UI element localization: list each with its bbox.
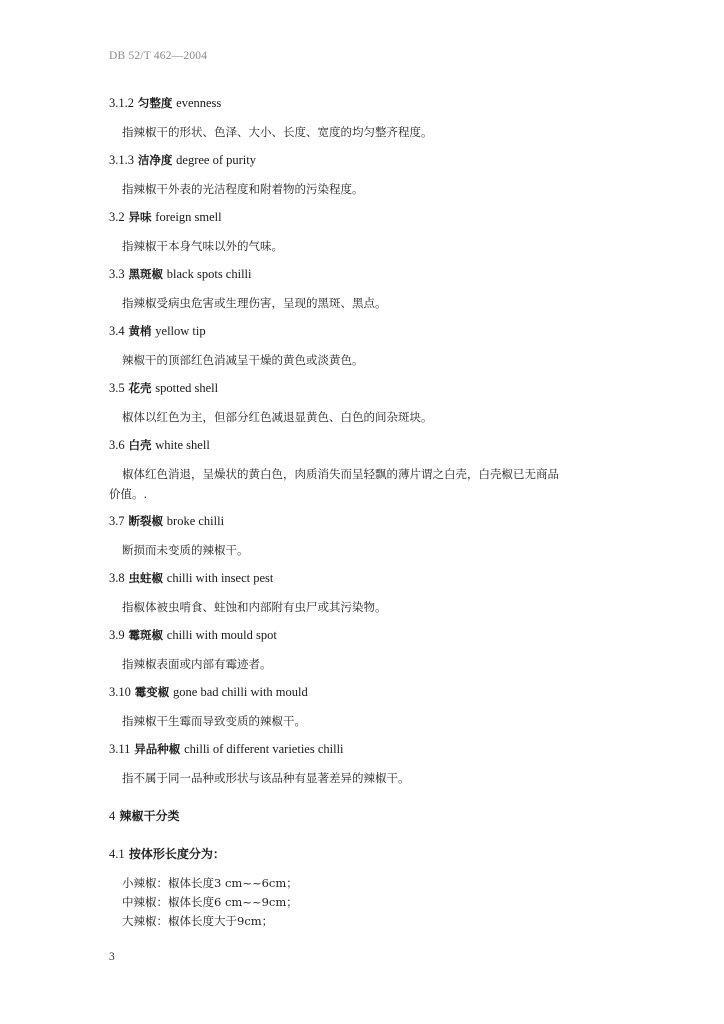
- term-number: 3.10: [109, 685, 131, 699]
- term-definition: 指辣椒受病虫危害或生理伤害，呈现的黑斑、黑点。: [122, 296, 387, 310]
- term-heading: [109, 210, 222, 225]
- term-chinese: 霉变椒: [134, 685, 170, 699]
- list-item: 大辣椒：椒体长度大于9cm；: [122, 914, 274, 928]
- term-english: evenness: [176, 96, 222, 110]
- term-definition: 指辣椒表面或内部有霉迹者。: [122, 657, 272, 671]
- subsection-heading: [109, 847, 225, 862]
- term-chinese: 洁净度: [137, 153, 173, 167]
- term-definition: 指不属于同一品种或形状与该品种有显著差异的辣椒干。: [122, 771, 410, 785]
- term-english: black spots chilli: [166, 267, 252, 281]
- term-chinese: 黄梢: [128, 324, 152, 338]
- term-english: white shell: [155, 438, 210, 452]
- term-english: chilli with mould spot: [166, 628, 277, 642]
- term-number: 3.11: [109, 742, 131, 756]
- term-definition: 指椒体被虫啃食、蛀蚀和内部附有虫尸或其污染物。: [122, 600, 387, 614]
- term-chinese: 白壳: [128, 438, 152, 452]
- list-item: 小辣椒：椒体长度3 cm~~6cm；: [122, 876, 298, 890]
- term-chinese: 匀整度: [137, 96, 173, 110]
- term-heading: [109, 438, 210, 453]
- page-number: 3: [109, 951, 115, 963]
- term-number: 3.8: [109, 571, 125, 585]
- subsection-number: 4.1: [109, 847, 125, 861]
- term-chinese: 虫蛀椒: [128, 571, 163, 585]
- term-number: 3.2: [109, 210, 125, 224]
- term-number: 3.5: [109, 381, 125, 395]
- term-heading: [109, 742, 344, 757]
- section-title: 辣椒干分类: [119, 809, 180, 823]
- term-number: 3.3: [109, 267, 125, 281]
- term-definition: 指辣椒干外表的光洁程度和附着物的污染程度。: [122, 182, 364, 196]
- term-heading: [109, 571, 273, 586]
- term-chinese: 霉斑椒: [128, 628, 163, 642]
- term-heading: [109, 153, 256, 168]
- term-number: 3.4: [109, 324, 125, 338]
- term-english: foreign smell: [155, 210, 222, 224]
- term-chinese: 异味: [128, 210, 152, 224]
- standard-code-header: DB 52/T 462—2004: [109, 50, 208, 62]
- term-heading: [109, 324, 206, 339]
- term-chinese: 异品种椒: [134, 742, 181, 756]
- term-heading: [109, 628, 277, 643]
- term-english: yellow tip: [155, 324, 206, 338]
- term-definition-continued: 价值。.: [109, 487, 148, 501]
- section-number: 4: [109, 809, 116, 823]
- term-chinese: 花壳: [128, 381, 152, 395]
- list-item: 中辣椒：椒体长度6 cm~~9cm；: [122, 895, 298, 909]
- term-definition: 断损而未变质的辣椒干。: [122, 543, 249, 557]
- term-heading: [109, 685, 308, 700]
- term-number: 3.1.3: [109, 153, 134, 167]
- subsection-title: 按体形长度分为：: [128, 847, 225, 861]
- section-heading: [109, 809, 179, 824]
- term-number: 3.9: [109, 628, 125, 642]
- term-number: 3.7: [109, 514, 125, 528]
- term-english: broke chilli: [166, 514, 225, 528]
- term-definition: 指辣椒干生霉而导致变质的辣椒干。: [122, 714, 306, 728]
- term-english: spotted shell: [155, 381, 219, 395]
- term-heading: [109, 267, 252, 282]
- term-number: 3.6: [109, 438, 125, 452]
- term-chinese: 黑斑椒: [128, 267, 163, 281]
- term-definition: 辣椒干的顶部红色消减呈干燥的黄色或淡黄色。: [122, 353, 364, 367]
- term-heading: [109, 514, 224, 529]
- term-chinese: 断裂椒: [128, 514, 163, 528]
- term-english: chilli with insect pest: [166, 571, 274, 585]
- term-number: 3.1.2: [109, 96, 134, 110]
- term-definition: 椒体红色消退，呈燥状的黄白色，肉质消失而呈轻飘的薄片谓之白壳，白壳椒已无商品: [122, 467, 559, 481]
- term-definition: 指辣椒干的形状、色泽、大小、长度、宽度的均匀整齐程度。: [122, 125, 433, 139]
- term-english: chilli of different varieties chilli: [184, 742, 344, 756]
- term-english: gone bad chilli with mould: [173, 685, 308, 699]
- term-english: degree of purity: [176, 153, 256, 167]
- term-heading: [109, 96, 221, 111]
- term-heading: [109, 381, 218, 396]
- term-definition: 椒体以红色为主，但部分红色减退显黄色、白色的间杂斑块。: [122, 410, 433, 424]
- term-definition: 指辣椒干本身气味以外的气味。: [122, 239, 283, 253]
